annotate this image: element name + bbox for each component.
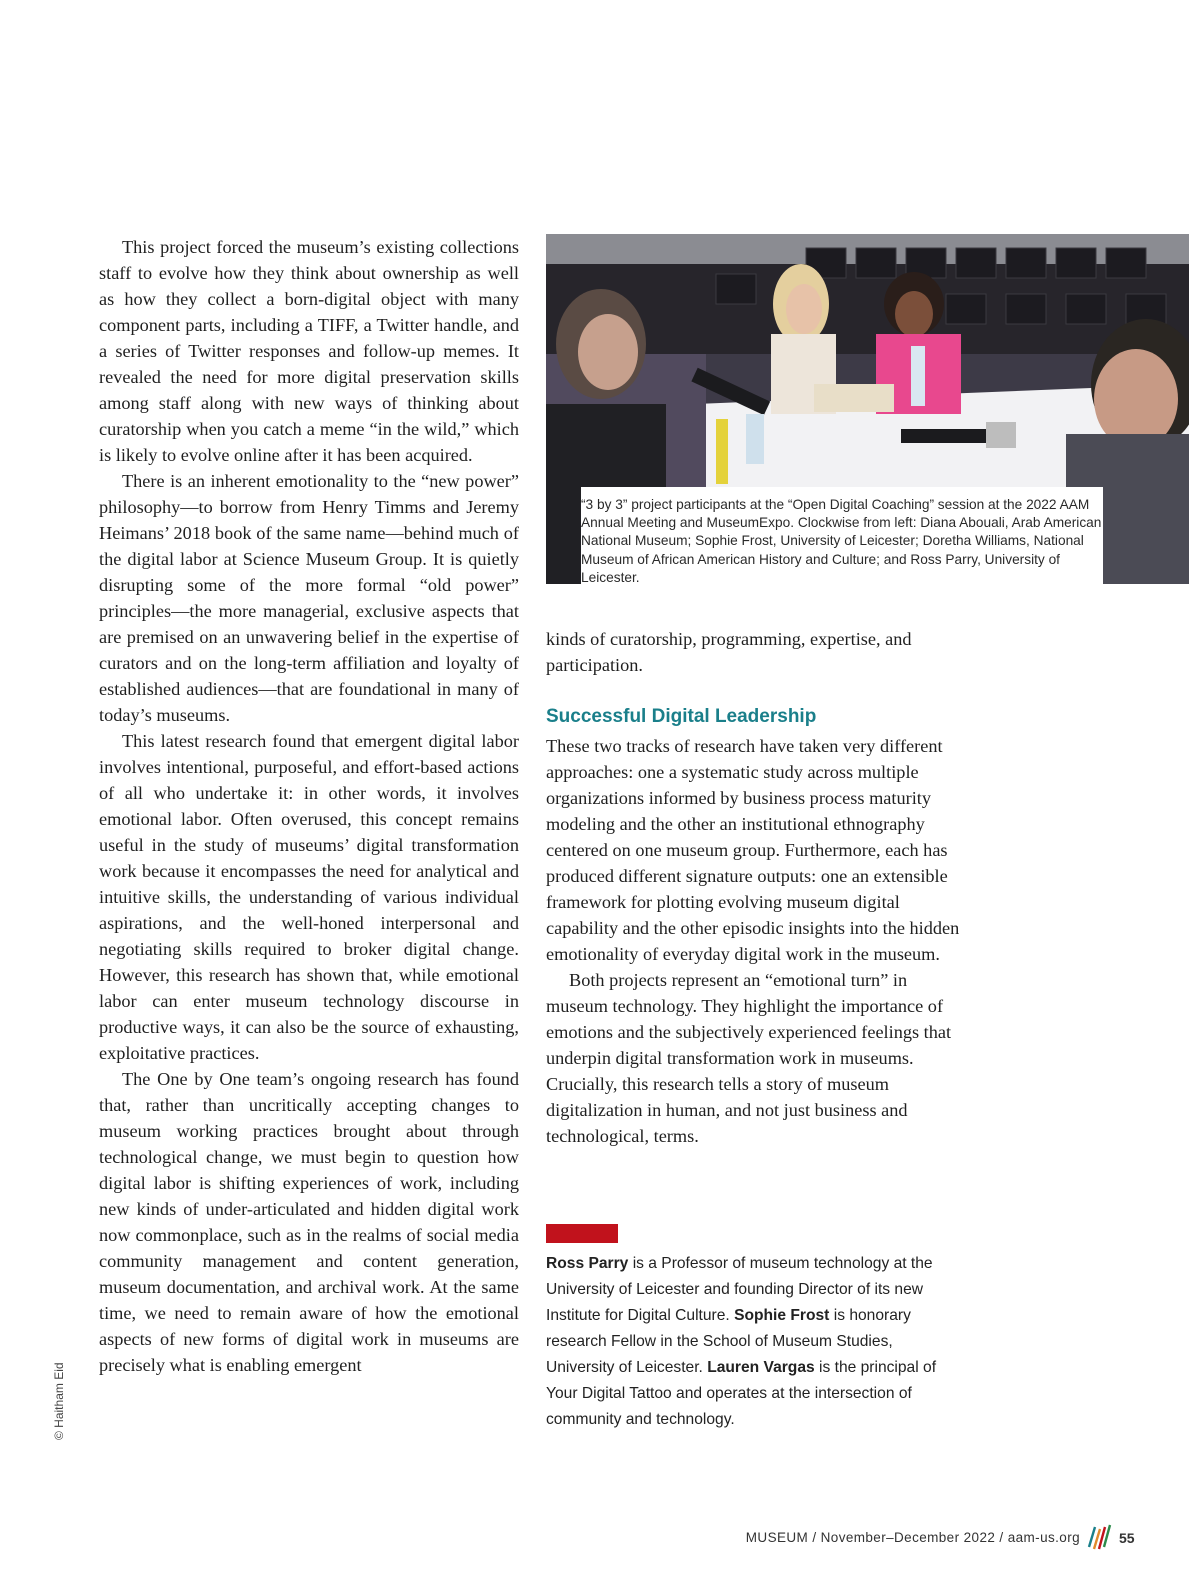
continuation-text: kinds of curatorship, programming, expertise, and participation. [546, 629, 912, 675]
body-paragraph: The One by One team’s ongoing research has found that, rather than uncritically accepting changes to museum working practices brought about through technological change, we must begin to question how digital labor is shifting experiences of work, including new kinds of under-articulated and hidden digital work now commonplace, such as in the realms of social media community management and content generation, museum documentation, and archival work. At the same time, we need to remain aware of how the emotional aspects of new forms of digital work in museums are precisely what is enabling emergent [99, 1069, 519, 1375]
body-paragraph: This latest research found that emergent digital labor involves intentional, purposeful, and effort-based actions of all who undertake it: in other words, it involves emotional labor. Often overused, this concept remains useful in the study of museums’ digital transformation work because it encompasses the need for analytical and intuitive skills, the understanding of various individual aspirations, and the well-honed interpersonal and negotiating skills required to broker digital change. However, this research has shown that, while emotional labor can enter museum technology discourse in productive ways, it can also be the source of exhausting, exploitative practices. [99, 731, 519, 1063]
bio-text: is the principal of Your Digital Tattoo and operates at the intersection of community and technology. [546, 1359, 937, 1428]
body-paragraph: Both projects represent an “emotional turn” in museum technology. They highlight the importance of emotions and the subjectively experienced feelings that underpin digital transformation work in museums. Crucially, this research tells a story of museum digitalization in human, and not just business and technological, terms. [546, 970, 952, 1146]
bio-text: is a Professor of museum technology at the University of Leicester and founding Director of its new Institute for Digital Culture. [546, 1255, 933, 1324]
author-name: Lauren Vargas [707, 1359, 815, 1376]
photo-credit: © Haitham Eid [52, 1362, 66, 1440]
page-number: 55 [1119, 1530, 1135, 1546]
caption-box [581, 487, 1103, 584]
section-heading: Successful Digital Leadership [546, 706, 817, 727]
body-paragraph: This project forced the museum’s existing collections staff to evolve how they think about ownership as well as how they collect a born-digital object with many component parts, including a TIFF, a Twitter handle, and a series of Twitter responses and follow-up memes. It revealed the need for more digital preservation skills among staff along with new ways of thinking about curatorship when you catch a meme “in the wild,” which is likely to evolve online after it has been acquired. [99, 237, 519, 465]
event-photo [546, 234, 1189, 584]
bio-text: is honorary research Fellow in the School of Museum Studies, University of Leicester. [546, 1307, 911, 1376]
body-paragraph: There is an inherent emotionality to the “new power” philosophy—to borrow from Henry Timms and Jeremy Heimans’ 2018 book of the same name—behind much of the digital labor at Science Museum Group. It is quietly disrupting some of the more formal “old power” principles—the more managerial, exclusive aspects that are premised on an unwavering belief in the expertise of curators and on the long-term affiliation and loyalty of established audiences—that are foundational in many of today’s museums. [99, 471, 519, 725]
footer-text: MUSEUM / November–December 2022 / aam-us.org [745, 1530, 1080, 1545]
photo-caption: “3 by 3” project participants at the “Open Digital Coaching” session at the 2022 AAM Annual Meeting and MuseumExpo. Clockwise from left: Diana Abouali, Arab American National Museum; Sophie Frost, University of Leicester; Doretha Williams, National Museum of African American History and Culture; and Ross Parry, University of Leicester. [581, 497, 1102, 584]
left-column [99, 234, 519, 1378]
accent-bar [546, 1224, 618, 1243]
right-column [546, 626, 964, 1149]
aam-logo-icon [1086, 1521, 1112, 1551]
body-paragraph: These two tracks of research have taken very different approaches: one a systematic study across multiple organizations informed by business process maturity modeling and the other an institutional ethnography centered on one museum group. Furthermore, each has produced different signature outputs: one an extensible framework for plotting evolving museum digital capability and the other episodic insights into the hidden emotionality of everyday digital work in the museum. [546, 736, 960, 964]
author-name: Sophie Frost [734, 1307, 830, 1324]
author-bio [546, 1251, 964, 1433]
author-name: Ross Parry [546, 1255, 629, 1272]
